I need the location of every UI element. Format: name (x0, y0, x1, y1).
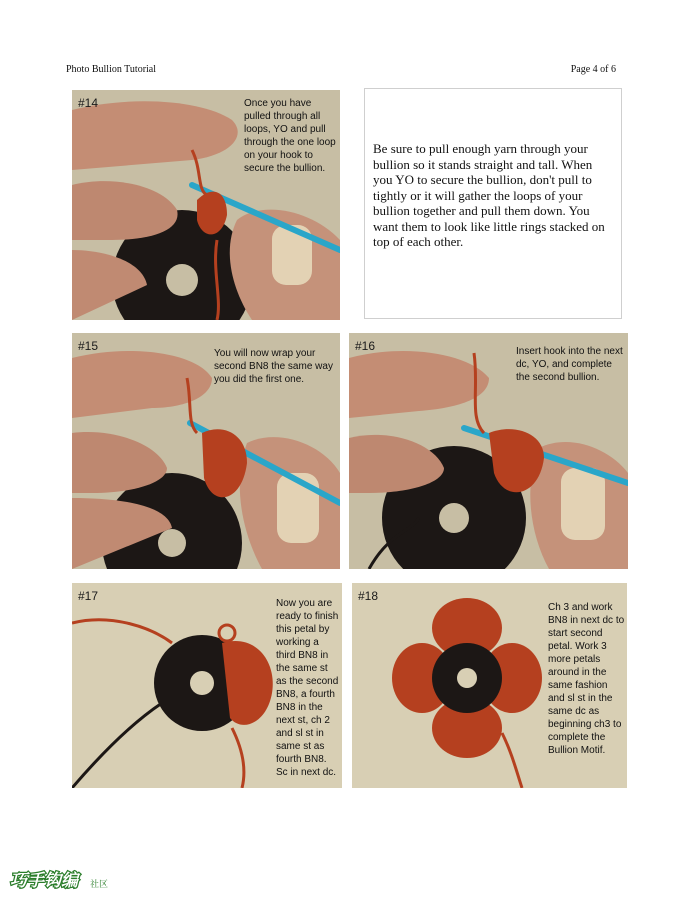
step-15-photo (72, 333, 340, 569)
svg-text:社区: 社区 (90, 880, 109, 890)
step-14-photo (72, 90, 340, 320)
step-number: #16 (355, 339, 376, 353)
step-instruction: Ch 3 and work BN8 in next dc to start second petal. Work 3 more petals around in the same fashion and sl st in the same dc as beginning ch3 to complete the Bullion Motif. (548, 602, 625, 756)
svg-text:巧手钩编: 巧手钩编 (10, 871, 78, 891)
page-number: Page 4 of 6 (570, 64, 616, 75)
step-instruction: Now you are ready to finish this petal by working a third BN8 in the same st as the second BN8, a fourth BN8 in the next st, ch 2 and sl st in same st as fourth BN8. Sc in next dc. (276, 598, 339, 778)
tip-box (364, 88, 622, 319)
step-number: #15 (78, 339, 99, 353)
step-number: #17 (78, 589, 99, 603)
tip-text: Be sure to pull enough yarn through your bullion so it stands straight and tall. When you YO to secure the bullion, don't pull to tightly or it will gather the loops of your bullion together and pull them down. You want them to look like little rings stacked on top of each other. (373, 141, 605, 249)
step-instruction: Insert hook into the next dc, YO, and complete the second bullion. (516, 346, 623, 383)
document-title: Photo Bullion Tutorial (66, 64, 157, 75)
page-header (0, 64, 700, 80)
step-17-photo (72, 583, 342, 788)
step-16-photo (349, 333, 628, 569)
step-instruction: You will now wrap your second BN8 the same way you did the first one. (214, 348, 333, 385)
step-number: #18 (358, 589, 379, 603)
step-18-photo (352, 583, 627, 788)
step-number: #14 (78, 96, 99, 110)
step-instruction: Once you have pulled through all loops, YO and pull through the one loop on your hook to secure the bullion. (244, 98, 336, 174)
site-watermark-logo (8, 864, 138, 894)
